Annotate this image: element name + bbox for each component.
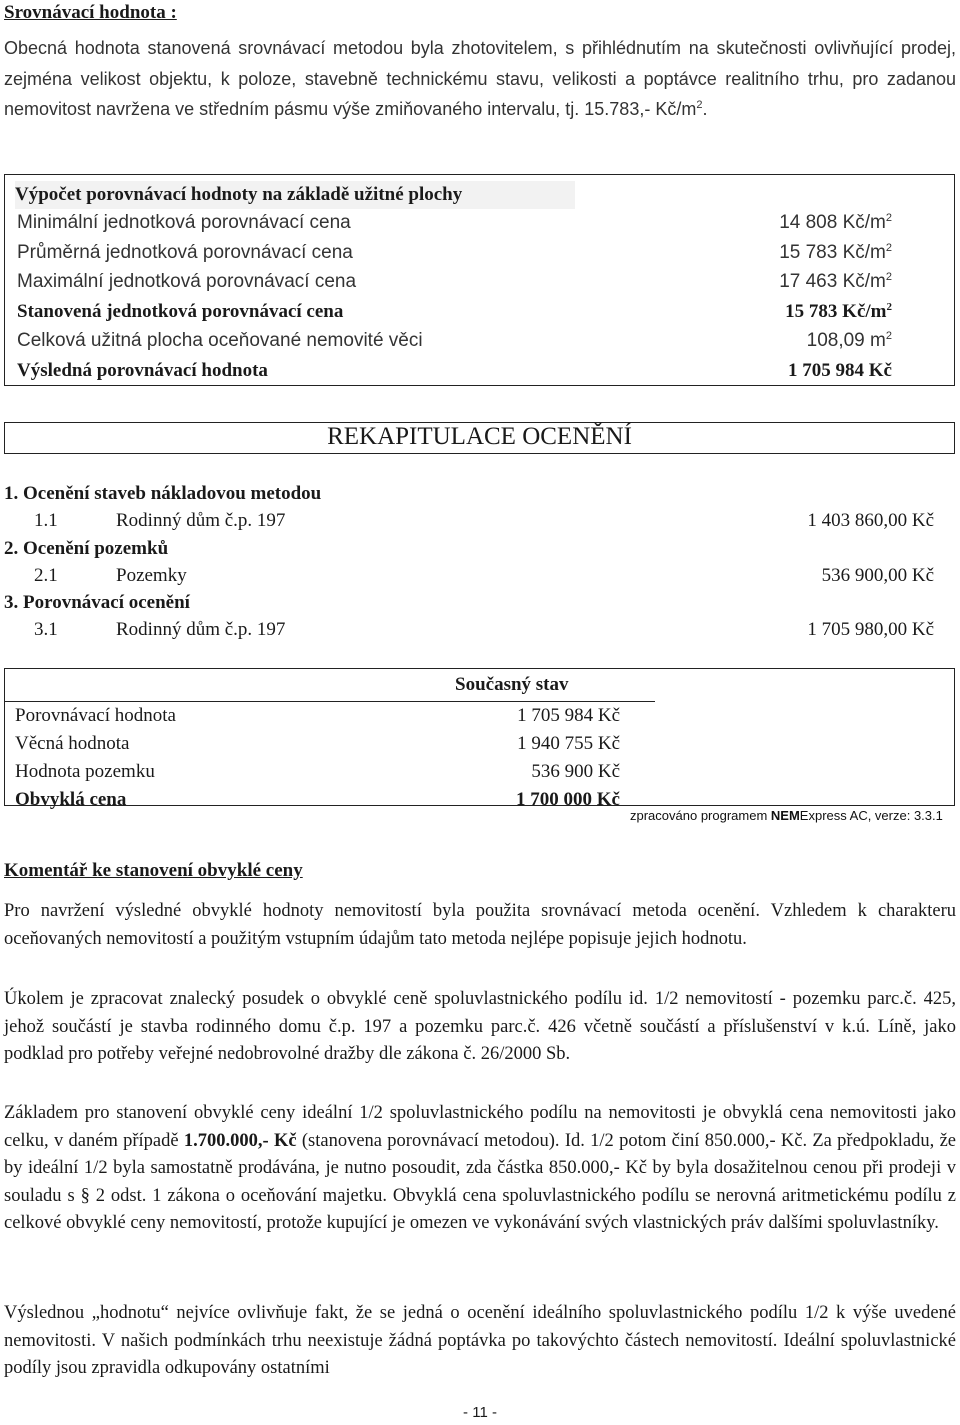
- vypocet-table: [4, 174, 955, 386]
- vypocet-value: 15 783 $Kč/m^2$: [779, 241, 892, 263]
- recap-section-heading: 1. Ocenění staveb nákladovou metodou: [4, 483, 322, 504]
- vypocet-row: [17, 239, 942, 267]
- recap-item-number: 1.1: [34, 510, 58, 531]
- vypocet-row: [17, 357, 942, 385]
- vypocet-value: 108,09 $m^2$: [806, 330, 892, 351]
- recap-item-name: Rodinný dům č.p. 197: [116, 619, 286, 640]
- recap-item-value: 536 900,00 Kč: [821, 564, 934, 586]
- vypocet-value: 17 463 $Kč/m^2$: [779, 271, 892, 292]
- section-heading-srovnavaci: Srovnávací hodnota :: [4, 2, 177, 23]
- soucasny-row-value: 536 900 Kč: [531, 761, 620, 782]
- soucasny-row-label: Věcná hodnota: [15, 733, 130, 754]
- vypocet-row: [17, 327, 942, 355]
- recap-item-name: Pozemky: [116, 564, 187, 586]
- soucasny-row-label: Hodnota pozemku: [15, 761, 155, 782]
- vypocet-label: Průměrná jednotková porovnávací cena: [17, 241, 353, 263]
- program-credit: zpracováno programem NEMExpress AC, verze: 3.3.1: [630, 808, 943, 823]
- vypocet-row: [17, 268, 942, 296]
- recap-section-heading: 3. Porovnávací ocenění: [4, 592, 190, 613]
- page-number: - 11 -: [463, 1404, 497, 1421]
- recap-item-number: 2.1: [34, 564, 58, 586]
- vypocet-value: 1 705 984 Kč: [788, 359, 892, 381]
- vypocet-label: Minimální jednotková porovnávací cena: [17, 212, 351, 233]
- vypocet-row: [17, 209, 942, 237]
- vypocet-value: 15 783 $Kč/m^2$: [785, 300, 892, 322]
- soucasny-row-value: 1 705 984 Kč: [517, 705, 620, 726]
- recap-item-number: 3.1: [34, 619, 58, 640]
- srovnavaci-paragraph: Obecná hodnota stanovená srovnávací metodou byla zhotovitelem, s přihlédnutím na skutečnosti ovlivňující prodej, zejména velikost objektu, k poloze, stavebně technickému stavu, velikosti a poptávce realitního trhu, pro zadanou nemovitost navržena ve středním pásmu výše zmiňovaného intervalu, tj. 15.783,- $Kč/m^2$.: [4, 38, 956, 119]
- soucasny-stav-table: [4, 668, 955, 810]
- soucasny-row-value: 1 700 000 Kč: [516, 789, 620, 810]
- vypocet-label: Maximální jednotková porovnávací cena: [17, 271, 357, 292]
- vypocet-row: [17, 298, 942, 326]
- recap-section-heading: 2. Ocenění pozemků: [4, 537, 169, 559]
- vypocet-title: Výpočet porovnávací hodnoty na základě užitné plochy: [15, 181, 575, 209]
- rekapitulace-title: REKAPITULACE OCENĚNÍ: [327, 423, 632, 450]
- vypocet-value: 14 808 $Kč/m^2$: [779, 212, 892, 233]
- soucasny-row-label: Obvyklá cena: [15, 789, 127, 810]
- recap-item-value: 1 403 860,00 Kč: [807, 510, 934, 531]
- komentar-paragraph-3: Základem pro stanovení obvyklé ceny ideální 1/2 spoluvlastnického podílu na nemovitosti je obvyklá cena nemovitosti jako celku, v daném případě 1.700.000,- Kč (stanovena porovnávací metodou). Id. 1/2 potom činí 850.000,- Kč. Za předpokladu, že by ideální 1/2 byla samostatně prodávána, je nutno posoudit, zda částka 850.000,- Kč by byla dosažitelnou cenou při prodeji v souladu s § 2 odst. 1 zákona o oceňování majetku. Obvyklá cena spoluvlastnického podílu se nerovná aritmetickému podílu z celkové obvyklé ceny nemovitostí, protože kupující je omezen ve vykonávání svých vlastnických práv dalšími spoluvlastníky.: [4, 1103, 956, 1233]
- soucasny-row-label: Porovnávací hodnota: [15, 705, 176, 726]
- komentar-paragraph-2: Úkolem je zpracovat znalecký posudek o obvyklé ceně spoluvlastnického podílu id. 1/2 nemovitostí - pozemku parc.č. 425, jehož součástí je stavba rodinného domu č.p. 197 a pozemku parc.č. 426 včetně součástí a příslušenství v k.ú. Líně, jako podklad pro potřeby veřejné nedobrovolné dražby dle zákona č. 26/2000 Sb.: [4, 989, 956, 1064]
- soucasny-row-value: 1 940 755 Kč: [517, 733, 620, 754]
- komentar-paragraph-4: Výslednou „hodnotu“ nejvíce ovlivňuje fakt, že se jedná o ocenění ideálního spoluvlastnického podílu 1/2 k výše uvedené nemovitosti. V našich podmínkách trhu neexistuje žádná poptávka po takovýchto částech nemovitostí. Ideální spoluvlastnické podíly jsou zpravidla odkupovány ostatními: [4, 1303, 956, 1378]
- komentar-paragraph-1: Pro navržení výsledné obvyklé hodnoty nemovitostí byla použita srovnávací metoda ocenění. Vzhledem k charakteru oceňovaných nemovitostí a použitým vstupním údajům tato metoda nejlépe popisuje jejich hodnotu.: [4, 901, 956, 949]
- rekapitulace-title-box: [4, 422, 955, 454]
- komentar-heading: Komentář ke stanovení obvyklé ceny: [4, 860, 303, 881]
- vypocet-label: Výsledná porovnávací hodnota: [17, 359, 268, 381]
- vypocet-label: Celková užitná plocha oceňované nemovité věci: [17, 330, 423, 351]
- soucasny-header: Současný stav: [455, 674, 569, 695]
- vypocet-label: Stanovená jednotková porovnávací cena: [17, 300, 344, 322]
- recap-item-name: Rodinný dům č.p. 197: [116, 510, 286, 531]
- recap-item-value: 1 705 980,00 Kč: [807, 619, 934, 640]
